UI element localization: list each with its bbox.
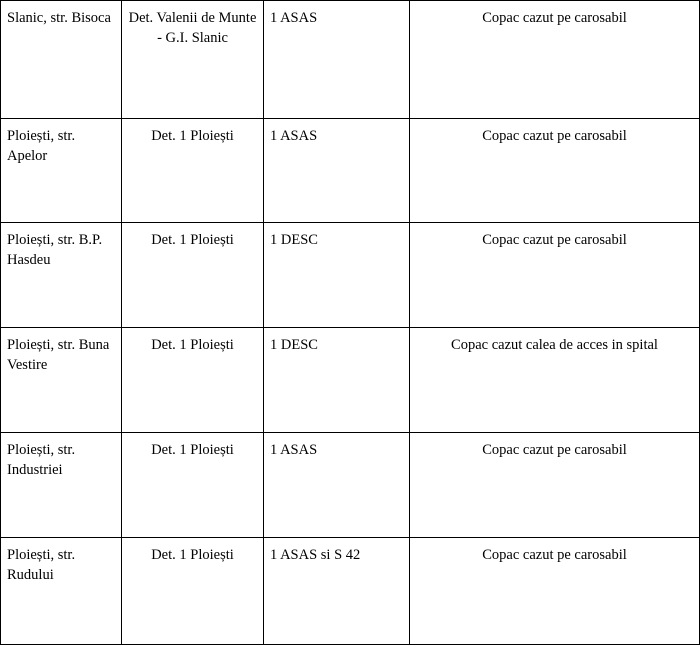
table-row bbox=[1, 1, 700, 119]
table-row bbox=[1, 433, 700, 538]
cell-description: Copac cazut pe carosabil bbox=[410, 223, 700, 328]
table-body bbox=[1, 1, 700, 645]
cell-resources: 1 ASAS bbox=[264, 433, 410, 538]
cell-detachment: Det. 1 Ploiești bbox=[122, 119, 264, 223]
cell-detachment: Det. Valenii de Munte - G.I. Slanic bbox=[122, 1, 264, 119]
table-row bbox=[1, 328, 700, 433]
cell-resources: 1 DESC bbox=[264, 223, 410, 328]
cell-description: Copac cazut pe carosabil bbox=[410, 1, 700, 119]
cell-location: Ploiești, str. Rudului bbox=[1, 538, 122, 645]
cell-detachment: Det. 1 Ploiești bbox=[122, 223, 264, 328]
cell-resources: 1 ASAS bbox=[264, 1, 410, 119]
cell-description: Copac cazut pe carosabil bbox=[410, 119, 700, 223]
cell-resources: 1 ASAS si S 42 bbox=[264, 538, 410, 645]
cell-resources: 1 DESC bbox=[264, 328, 410, 433]
cell-resources: 1 ASAS bbox=[264, 119, 410, 223]
cell-location: Slanic, str. Bisoca bbox=[1, 1, 122, 119]
cell-location: Ploiești, str. Apelor bbox=[1, 119, 122, 223]
cell-location: Ploiești, str. B.P. Hasdeu bbox=[1, 223, 122, 328]
cell-description: Copac cazut pe carosabil bbox=[410, 538, 700, 645]
cell-detachment: Det. 1 Ploiești bbox=[122, 328, 264, 433]
table-row bbox=[1, 223, 700, 328]
cell-location: Ploiești, str. Industriei bbox=[1, 433, 122, 538]
cell-description: Copac cazut pe carosabil bbox=[410, 433, 700, 538]
cell-location: Ploiești, str. Buna Vestire bbox=[1, 328, 122, 433]
cell-detachment: Det. 1 Ploiești bbox=[122, 433, 264, 538]
cell-detachment: Det. 1 Ploiești bbox=[122, 538, 264, 645]
table-row bbox=[1, 538, 700, 645]
cell-description: Copac cazut calea de acces in spital bbox=[410, 328, 700, 433]
table-row bbox=[1, 119, 700, 223]
